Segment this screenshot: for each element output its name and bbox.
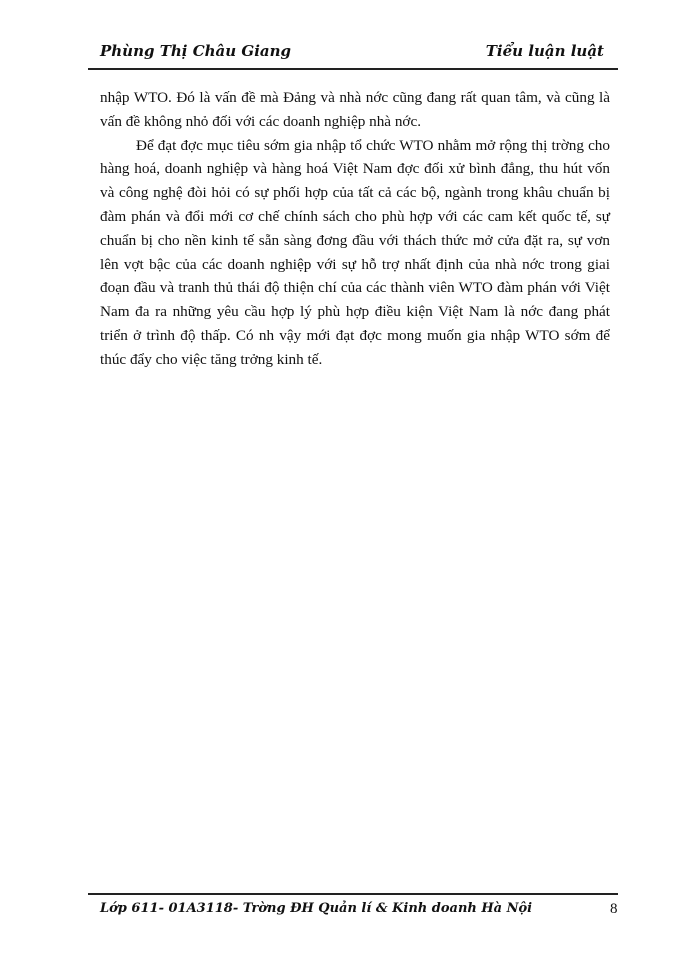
paragraph-2: Để đạt đợc mục tiêu sớm gia nhập tổ chức WTO nhằm mở rộng thị trờng cho hàng hoá, doanh nghiệp và hàng hoá Việt Nam đợc đối xử bình đẳng, thu hút vốn và công nghệ đòi hỏi có sự phối hợp của tất cả các bộ, ngành trong khâu chuẩn bị đàm phán và đổi mới cơ chế chính sách cho phù hợp với các cam kết quốc tế, sự chuẩn bị cho nền kinh tế sẵn sàng đơng đầu với thách thức mở cửa đặt ra, sự vơn lên vợt bậc của các doanh nghiệp với sự hỗ trợ nhất định của nhà nớc trong giai đoạn đầu và tranh thủ thái độ thiện chí của các thành viên WTO đàm phán với Việt Nam đa ra những yêu cầu hợp lý phù hợp điều kiện Việt Nam là nớc đang phát triển ở trình độ thấp. Có nh vậy mới đạt đợc mong muốn gia nhập WTO sớm để thúc đẩy cho việc tăng trởng kinh tế. xyxy=(100,136,610,368)
footer-rule xyxy=(88,893,618,895)
header-author: Phùng Thị Châu Giang xyxy=(100,42,292,60)
header-title: Tiểu luận luật xyxy=(485,42,604,60)
footer-class-info: Lớp 611- 01A3118- Trờng ĐH Quản lí & Kinh doanh Hà Nội xyxy=(100,901,533,916)
header-rule xyxy=(88,68,618,70)
page-number: 8 xyxy=(610,901,618,917)
document-body xyxy=(100,86,610,372)
paragraph-1: nhập WTO. Đó là vấn đề mà Đảng và nhà nớc cũng đang rất quan tâm, và cũng là vấn đề không nhỏ đối với các doanh nghiệp nhà nớc. xyxy=(100,89,610,130)
